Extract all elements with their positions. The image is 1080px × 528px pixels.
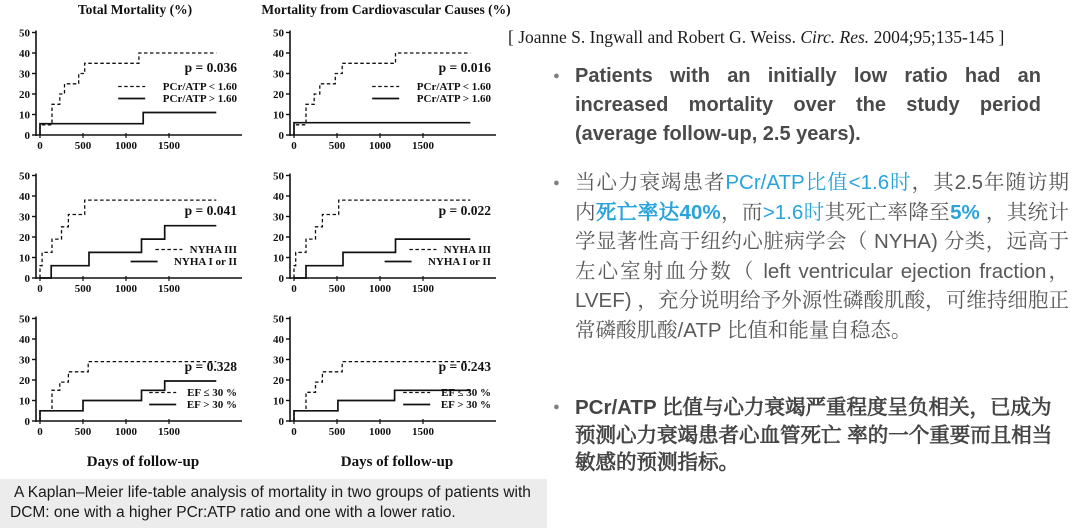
svg-text:20: 20 — [273, 232, 284, 244]
svg-text:50: 50 — [19, 27, 30, 40]
bullet-text — [575, 394, 1069, 477]
bullet-item-chinese-conclusion — [538, 394, 1069, 477]
svg-text:20: 20 — [273, 375, 284, 387]
km-chart-cv-mortality-nyha — [260, 165, 504, 299]
km-chart-svg — [6, 308, 250, 442]
bullet-text-segment: 死亡率达40% — [595, 200, 721, 224]
svg-text:0: 0 — [24, 416, 30, 428]
bullet-text-segment: ，其2.5年随访期内 — [575, 171, 1069, 224]
bullet-text-segment: ，其统计学显著性高于纽约心脏病学会（ NYHA) 分类，远高于左心室射血分数（ left ventricular ejection fraction，LVEF) ，充分说明给予外源性磷酸肌酸，可维持细胞正常磷酸肌酸/ATP 比值和能量自稳态。 — [575, 200, 1070, 342]
svg-text:EF > 30 %: EF > 30 % — [440, 399, 491, 411]
svg-text:1000: 1000 — [369, 426, 391, 438]
svg-text:50: 50 — [273, 313, 284, 326]
svg-text:30: 30 — [19, 68, 30, 81]
svg-text:PCr/ATP > 1.60: PCr/ATP > 1.60 — [416, 93, 491, 105]
citation-suffix: 2004;95;135-145 ] — [869, 27, 1005, 47]
svg-text:1500: 1500 — [412, 140, 434, 152]
svg-text:EF > 30 %: EF > 30 % — [186, 399, 237, 411]
svg-text:20: 20 — [19, 232, 30, 244]
svg-text:40: 40 — [19, 191, 30, 203]
svg-text:p = 0.016: p = 0.016 — [438, 60, 491, 75]
svg-text:0: 0 — [24, 130, 30, 142]
svg-text:p = 0.328: p = 0.328 — [184, 359, 237, 374]
bullet-item-chinese-analysis — [538, 168, 1069, 345]
km-chart-svg — [260, 308, 504, 442]
svg-text:50: 50 — [273, 27, 284, 40]
svg-text:30: 30 — [19, 354, 30, 367]
svg-text:1000: 1000 — [115, 426, 137, 438]
svg-text:PCr/ATP < 1.60: PCr/ATP < 1.60 — [162, 81, 237, 93]
bullet-text-segment: 5% — [950, 200, 980, 224]
figure-caption-box — [0, 479, 547, 528]
svg-text:30: 30 — [273, 211, 284, 224]
bullet-icon: ● — [553, 401, 560, 413]
bullet-text-segment: 其死亡率降至 — [824, 200, 951, 224]
bullet-text — [575, 168, 1069, 345]
km-chart-total-mortality-nyha — [6, 165, 250, 299]
svg-text:10: 10 — [19, 109, 30, 122]
svg-text:40: 40 — [273, 191, 284, 203]
km-chart-svg — [260, 165, 504, 299]
figure-caption: A Kaplan–Meier life-table analysis of mortality in two groups of patients with DCM: one with a higher PCr:ATP ratio and one with a lower ratio. — [10, 484, 531, 521]
km-chart-cv-mortality-ef — [260, 308, 504, 442]
x-axis-label-right: Days of follow-up — [340, 454, 454, 470]
svg-text:0: 0 — [278, 416, 284, 428]
svg-text:20: 20 — [19, 375, 30, 387]
bullet-text-segment: ，而 — [720, 200, 763, 224]
svg-text:p = 0.022: p = 0.022 — [438, 203, 491, 218]
bullet-item-english-summary — [538, 62, 1041, 149]
km-chart-svg — [6, 165, 250, 299]
svg-text:1000: 1000 — [369, 283, 391, 295]
svg-text:EF ≤ 30 %: EF ≤ 30 % — [187, 387, 237, 399]
citation-journal: Circ. Res. — [800, 27, 870, 47]
svg-text:0: 0 — [278, 273, 284, 285]
svg-text:500: 500 — [328, 426, 346, 438]
svg-text:1000: 1000 — [369, 140, 391, 152]
bullet-text-segment: >1.6时 — [762, 200, 825, 224]
svg-text:10: 10 — [273, 252, 284, 265]
chart-column-title-total-mortality: Total Mortality (%) — [77, 2, 193, 17]
svg-text:500: 500 — [74, 140, 92, 152]
svg-text:p = 0.243: p = 0.243 — [438, 359, 491, 374]
svg-text:50: 50 — [273, 170, 284, 183]
bullet-icon: ● — [553, 70, 560, 82]
bullet-icon: ● — [553, 177, 560, 189]
svg-text:0: 0 — [291, 426, 297, 438]
svg-text:30: 30 — [19, 211, 30, 224]
svg-text:1500: 1500 — [158, 140, 180, 152]
km-chart-svg — [6, 22, 250, 156]
chart-column-title-cv-mortality: Mortality from Cardiovascular Causes (%) — [261, 2, 511, 17]
svg-text:PCr/ATP > 1.60: PCr/ATP > 1.60 — [162, 93, 237, 105]
svg-text:0: 0 — [37, 140, 43, 152]
svg-text:500: 500 — [74, 283, 92, 295]
svg-text:1500: 1500 — [412, 283, 434, 295]
svg-text:20: 20 — [19, 89, 30, 101]
svg-text:0: 0 — [291, 140, 297, 152]
citation-prefix: [ Joanne S. Ingwall and Robert G. Weiss. — [508, 27, 801, 47]
svg-text:0: 0 — [291, 283, 297, 295]
svg-text:1500: 1500 — [158, 283, 180, 295]
svg-text:40: 40 — [273, 48, 284, 60]
svg-text:NYHA III: NYHA III — [443, 244, 491, 256]
svg-text:10: 10 — [19, 252, 30, 265]
svg-text:0: 0 — [278, 130, 284, 142]
svg-text:10: 10 — [19, 395, 30, 408]
svg-text:1500: 1500 — [412, 426, 434, 438]
svg-text:10: 10 — [273, 395, 284, 408]
svg-text:NYHA I or II: NYHA I or II — [427, 256, 491, 268]
svg-text:0: 0 — [37, 283, 43, 295]
svg-text:500: 500 — [328, 140, 346, 152]
x-axis-label-left: Days of follow-up — [86, 454, 200, 470]
svg-text:p = 0.036: p = 0.036 — [184, 60, 237, 75]
svg-text:1000: 1000 — [115, 283, 137, 295]
svg-text:500: 500 — [328, 283, 346, 295]
svg-text:20: 20 — [273, 89, 284, 101]
svg-text:PCr/ATP < 1.60: PCr/ATP < 1.60 — [416, 81, 491, 93]
svg-text:1500: 1500 — [158, 426, 180, 438]
km-chart-total-mortality-pcr-atp — [6, 22, 250, 156]
svg-text:40: 40 — [19, 48, 30, 60]
svg-text:500: 500 — [74, 426, 92, 438]
bullet-text-segment: 当心力衰竭患者 — [575, 171, 726, 194]
svg-text:40: 40 — [19, 334, 30, 346]
svg-text:0: 0 — [37, 426, 43, 438]
svg-text:p = 0.041: p = 0.041 — [184, 203, 237, 218]
svg-text:30: 30 — [273, 354, 284, 367]
svg-text:EF ≤ 30 %: EF ≤ 30 % — [441, 387, 491, 399]
bullet-text-segment: PCr/ATP 比值与心力衰竭严重程度呈负相关，已成为预测心力衰竭患者心血管死亡 率的一个重要而且相当敏感的预测指标。 — [575, 396, 1053, 474]
citation-line — [508, 27, 1074, 48]
svg-text:0: 0 — [24, 273, 30, 285]
svg-text:NYHA I or II: NYHA I or II — [173, 256, 237, 268]
km-chart-cv-mortality-pcr-atp — [260, 22, 504, 156]
svg-text:30: 30 — [273, 68, 284, 81]
svg-text:50: 50 — [19, 170, 30, 183]
bullet-text-segment: Patients with an initially low ratio had an increased mortality over the study period (average follow-up, 2.5 years). — [575, 65, 1041, 145]
svg-text:10: 10 — [273, 109, 284, 122]
svg-text:50: 50 — [19, 313, 30, 326]
km-chart-total-mortality-ef — [6, 308, 250, 442]
svg-text:1000: 1000 — [115, 140, 137, 152]
km-chart-svg — [260, 22, 504, 156]
bullet-text-segment: PCr/ATP比值<1.6时 — [725, 171, 912, 194]
bullet-text — [575, 62, 1041, 149]
svg-text:40: 40 — [273, 334, 284, 346]
svg-text:NYHA III: NYHA III — [189, 244, 237, 256]
